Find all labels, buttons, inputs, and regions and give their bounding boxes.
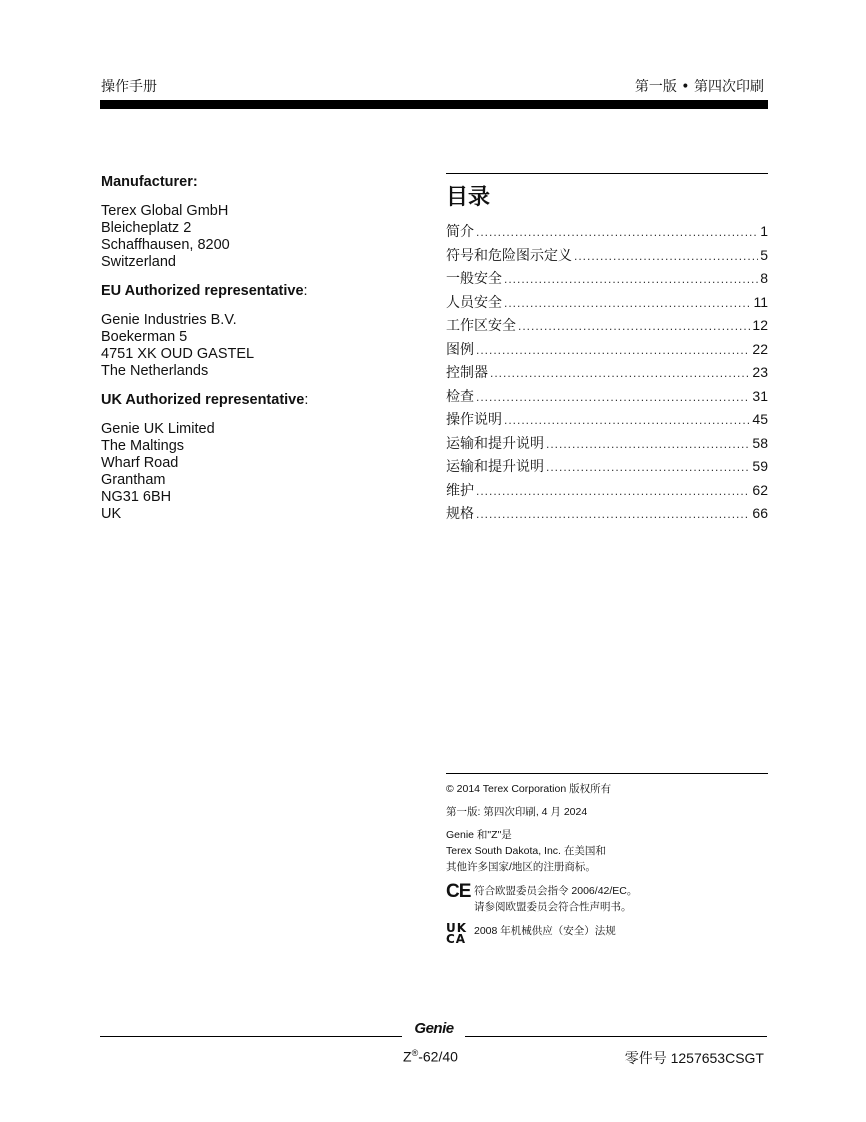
toc-entry[interactable] [446, 409, 768, 433]
uk-rep-block [101, 392, 421, 523]
trademark-text-1: Genie 和"Z"是 [446, 829, 512, 841]
table-of-contents [446, 173, 768, 527]
ukca-row [446, 923, 768, 945]
eu-rep-block [101, 283, 421, 380]
eu-rep-title-colon: : [303, 283, 308, 299]
toc-entry[interactable] [446, 386, 768, 410]
toc-entry[interactable] [446, 292, 768, 316]
address-column [101, 174, 421, 535]
toc-entry-page: 58 [752, 434, 768, 451]
address-line: Terex Global GmbH [101, 203, 229, 219]
toc-entry-page: 45 [752, 411, 768, 427]
toc-entry-page: 22 [752, 340, 768, 357]
toc-entry[interactable] [446, 480, 768, 504]
edition-text: 第一版: 第四次印刷, 4 月 2024 [446, 806, 588, 818]
model-prefix: Z [403, 1048, 412, 1065]
toc-entry-label: 控制器 [446, 365, 488, 381]
footer-rule-right [465, 1036, 767, 1037]
footer-model [403, 1048, 458, 1065]
toc-entry-page: 1 [760, 223, 768, 239]
toc-entry-page: 11 [753, 293, 768, 310]
address-line: 4751 XK OUD GASTEL [101, 346, 255, 362]
address-line: Boekerman 5 [101, 329, 188, 345]
ukca-mark-icon [446, 923, 474, 945]
uk-rep-title [101, 392, 421, 409]
address-line: Bleicheplatz 2 [101, 220, 192, 236]
ce-text-2: 请参阅欧盟委员会符合性声明书。 [474, 901, 632, 913]
footer-part-number: 零件号 1257653CSGT [624, 1050, 764, 1066]
ce-mark-icon [446, 883, 474, 902]
ce-mark-text: CE [446, 881, 471, 902]
eu-rep-title [101, 283, 421, 300]
address-line: Genie Industries B.V. [101, 312, 237, 328]
header-manual-title: 操作手册 [101, 79, 157, 95]
address-line: Grantham [101, 472, 166, 488]
toc-entry-label: 符号和危险图示定义 [446, 247, 572, 264]
model-suffix: -62/40 [418, 1048, 458, 1065]
toc-leader-dots [504, 296, 751, 310]
toc-leader-dots [490, 366, 750, 380]
address-line: Genie UK Limited [101, 421, 215, 437]
copyright-text: © 2014 Terex Corporation 版权所有 [446, 783, 612, 795]
toc-leader-dots [574, 249, 758, 263]
toc-list [446, 221, 768, 527]
address-line: Schaffhausen, 8200 [101, 237, 230, 253]
address-line: NG31 6BH [101, 489, 172, 505]
toc-entry[interactable] [446, 339, 768, 363]
toc-entry-label: 人员安全 [446, 294, 502, 311]
header-rule [100, 100, 768, 109]
ce-row [446, 883, 768, 915]
toc-entry-label: 工作区安全 [446, 318, 516, 334]
toc-entry-page: 8 [760, 270, 768, 286]
toc-leader-dots [518, 319, 750, 333]
toc-leader-dots [504, 272, 758, 286]
toc-entry-label: 一般安全 [446, 271, 502, 287]
toc-entry[interactable] [446, 245, 768, 269]
toc-entry[interactable] [446, 315, 768, 339]
manufacturer-block [101, 174, 421, 271]
toc-title: 目录 [446, 185, 491, 210]
address-line: The Netherlands [101, 363, 209, 379]
toc-entry[interactable] [446, 433, 768, 457]
header-edition: 第一版 • 第四次印刷 [634, 79, 764, 95]
trademark-text-2: Terex South Dakota, Inc. 在美国和 [446, 845, 606, 857]
footer-rule-left [100, 1036, 402, 1037]
toc-leader-dots [504, 413, 750, 427]
ce-text [474, 883, 637, 915]
trademark-text-3: 其他许多国家/地区的注册商标。 [446, 861, 596, 873]
toc-leader-dots [476, 225, 758, 239]
address-line: The Maltings [101, 438, 185, 454]
manufacturer-title: Manufacturer: [101, 174, 198, 190]
uk-rep-title-colon: : [304, 392, 309, 408]
eu-rep-title-text: EU Authorized representative [101, 283, 304, 299]
toc-entry-label: 简介 [446, 224, 474, 240]
toc-entry-label: 图例 [446, 341, 474, 358]
address-line: UK [101, 506, 122, 522]
toc-leader-dots [546, 460, 750, 474]
ukca-mark-bottom: CA [446, 932, 467, 946]
toc-leader-dots [546, 437, 750, 451]
toc-entry-page: 12 [752, 317, 768, 333]
ukca-text: 2008 年机械供应（安全）法规 [474, 925, 616, 937]
toc-leader-dots [476, 390, 750, 404]
toc-entry[interactable] [446, 268, 768, 292]
ce-text-1: 符合欧盟委员会指令 2006/42/EC。 [474, 885, 638, 897]
genie-logo: Genie [414, 1020, 454, 1037]
toc-entry-page: 23 [752, 364, 768, 380]
toc-entry-page: 66 [752, 505, 768, 521]
toc-leader-dots [476, 484, 750, 498]
toc-entry[interactable] [446, 221, 768, 245]
toc-entry[interactable] [446, 456, 768, 480]
toc-entry-page: 31 [752, 387, 768, 404]
legal-info-block [446, 773, 768, 945]
toc-entry-label: 运输和提升说明 [446, 435, 544, 452]
toc-entry-label: 检查 [446, 388, 474, 405]
toc-entry-page: 59 [752, 458, 768, 474]
toc-entry-label: 维护 [446, 482, 474, 499]
toc-leader-dots [476, 507, 750, 521]
toc-entry[interactable] [446, 503, 768, 527]
toc-entry-page: 5 [760, 246, 768, 263]
address-line: Switzerland [101, 254, 176, 270]
toc-entry-label: 运输和提升说明 [446, 459, 544, 475]
ukca-mark-top: UK [446, 921, 468, 935]
address-line: Wharf Road [101, 455, 179, 471]
toc-entry[interactable] [446, 362, 768, 386]
model-registered: ® [411, 1048, 419, 1058]
toc-entry-page: 62 [752, 481, 768, 498]
toc-entry-label: 规格 [446, 506, 474, 522]
toc-leader-dots [476, 343, 750, 357]
uk-rep-title-text: UK Authorized representative [101, 392, 305, 408]
toc-entry-label: 操作说明 [446, 412, 502, 428]
